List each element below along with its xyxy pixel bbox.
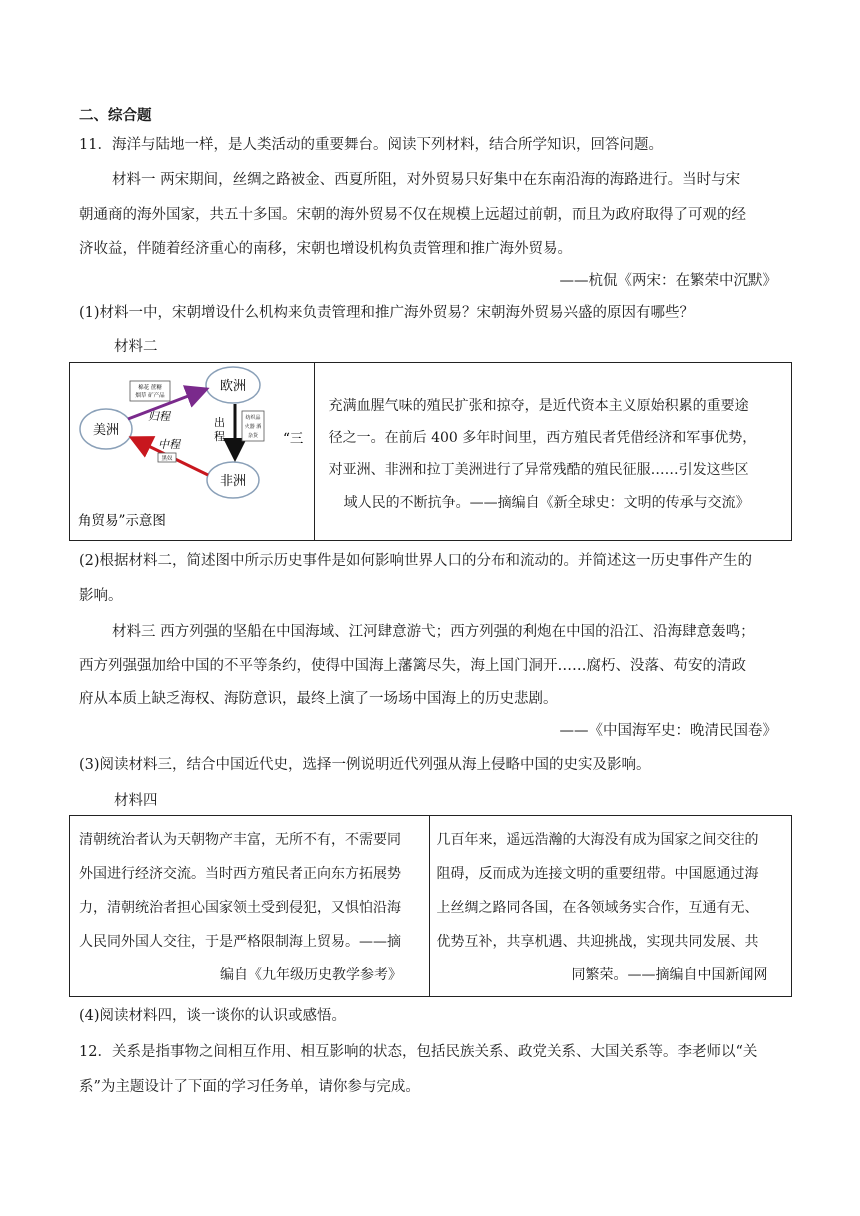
material4-left-line-5: 编自《九年级历史教学参考》 bbox=[220, 967, 402, 983]
material3-source: ——《中国海军史：晚清民国卷》 bbox=[559, 723, 777, 739]
cargo-outbound-line-2: 火器 酒 bbox=[244, 424, 262, 430]
q11-question-3: (3)阅读材料三，结合中国近代史，选择一例说明近代列强从海上侵略中国的史实及影响。 bbox=[79, 757, 651, 773]
material4-right-line-5: 同繁荣。——摘编自中国新闻网 bbox=[571, 967, 768, 983]
diagram-caption-tail: “三 bbox=[283, 431, 304, 447]
material2-text-cell bbox=[314, 363, 791, 541]
q11-stem: 11．海洋与陆地一样，是人类活动的重要舞台。阅读下列材料，结合所学知识，回答问题。 bbox=[79, 137, 663, 153]
return-leg-label: 归程 bbox=[148, 410, 170, 423]
material3-line-3: 府从本质上缺乏海权、海防意识，最终上演了一场场中国海上的历史悲剧。 bbox=[79, 691, 558, 707]
material4-right-line-2: 阻碍，反而成为连接文明的重要纽带。中国愿通过海 bbox=[436, 866, 759, 882]
node-africa-label: 非洲 bbox=[219, 474, 247, 489]
cargo-outbound-line-3: 杂货 bbox=[247, 433, 259, 439]
outbound-leg-label-2: 程 bbox=[214, 430, 225, 443]
section-title: 二、综合题 bbox=[79, 108, 152, 124]
material4-label: 材料四 bbox=[114, 793, 158, 809]
material3-line-2: 西方列强强加给中国的不平等条约，使得中国海上藩篱尽失，海上国门洞开……腐朽、没落、苟安的清政 bbox=[79, 658, 746, 674]
material2-table bbox=[69, 362, 792, 541]
material2-diagram-cell bbox=[70, 363, 315, 541]
cargo-outbound-line-1: 纺织品 bbox=[245, 415, 261, 421]
material4-left-line-3: 力，清朝统治者担心国家领土受到侵犯，又惧怕沿海 bbox=[79, 900, 401, 916]
material4-left-line-4: 人民同外国人交往，于是严格限制海上贸易。——摘 bbox=[79, 934, 401, 950]
material1-line-1: 材料一 两宋期间，丝绸之路被金、西夏所阻，对外贸易只好集中在东南沿海的海路进行。当时与宋 bbox=[112, 172, 741, 188]
material4-right-line-4: 优势互补，共享机遇、共迎挑战，实现共同发展、共 bbox=[436, 934, 759, 950]
q11-question-2-line-2: 影响。 bbox=[79, 588, 123, 604]
q11-question-1: (1)材料一中，宋朝增设什么机构来负责管理和推广海外贸易？宋朝海外贸易兴盛的原因有哪些？ bbox=[79, 305, 695, 321]
material4-right-cell bbox=[429, 816, 792, 997]
material1-line-2: 朝通商的海外国家，共五十多国。宋朝的海外贸易不仅在规模上远超过前朝，而且为政府取得了可观的经 bbox=[79, 207, 746, 223]
material4-right-line-3: 上丝绸之路同各国，在各领域务实合作，互通有无、 bbox=[436, 900, 759, 916]
material4-left-line-2: 外国进行经济交流。当时西方殖民者正向东方拓展势 bbox=[79, 866, 401, 882]
material4-left-cell bbox=[70, 816, 430, 997]
middle-leg-label: 中程 bbox=[158, 438, 180, 451]
cargo-middle-label: 黑奴 bbox=[161, 456, 173, 462]
q11-question-4: (4)阅读材料四，谈一谈你的认识或感悟。 bbox=[79, 1008, 347, 1024]
material4-left-line-1: 清朝统治者认为天朝物产丰富，无所不有，不需要同 bbox=[79, 832, 401, 848]
node-america-label: 美洲 bbox=[92, 423, 120, 438]
cargo-return-line-1: 棉花 蔗糖 bbox=[138, 385, 162, 391]
material1-source: ——杭侃《两宋：在繁荣中沉默》 bbox=[559, 273, 777, 289]
material2-text-line-4: 域人民的不断抗争。——摘编自《新全球史：文明的传承与交流》 bbox=[343, 495, 750, 511]
q12-line-1: 12．关系是指事物之间相互作用、相互影响的状态，包括民族关系、政党关系、大国关系等。李老师以“关 bbox=[79, 1044, 758, 1060]
node-europe-label: 欧洲 bbox=[219, 379, 247, 394]
cargo-return-line-2: 烟草 矿产品 bbox=[135, 393, 165, 399]
material2-text-line-2: 径之一。在前后 400 多年时间里，西方殖民者凭借经济和军事优势， bbox=[328, 430, 757, 446]
material3-line-1: 材料三 西方列强的坚船在中国海域、江河肆意游弋；西方列强的利炮在中国的沿江、沿海肆意轰鸣； bbox=[112, 624, 755, 640]
outbound-leg-label-1: 出 bbox=[214, 416, 225, 429]
material1-line-3: 济收益，伴随着经济重心的南移，宋朝也增设机构负责管理和推广海外贸易。 bbox=[79, 241, 572, 257]
q12-line-2: 系”为主题设计了下面的学习任务单，请你参与完成。 bbox=[79, 1079, 420, 1095]
material2-text-line-1: 充满血腥气味的殖民扩张和掠夺，是近代资本主义原始积累的重要途 bbox=[328, 398, 749, 414]
q11-question-2-line-1: (2)根据材料二，简述图中所示历史事件是如何影响世界人口的分布和流动的。并简述这一历史事件产生的 bbox=[79, 553, 753, 569]
material2-label: 材料二 bbox=[114, 339, 158, 355]
material4-right-line-1: 几百年来，遥远浩瀚的大海没有成为国家之间交往的 bbox=[436, 832, 759, 848]
diagram-caption: 角贸易”示意图 bbox=[78, 513, 166, 529]
triangle-trade-diagram bbox=[70, 363, 314, 540]
material2-text-line-3: 对亚洲、非洲和拉丁美洲进行了异常残酷的殖民征服……引发这些区 bbox=[328, 462, 749, 478]
material4-table bbox=[69, 815, 792, 997]
